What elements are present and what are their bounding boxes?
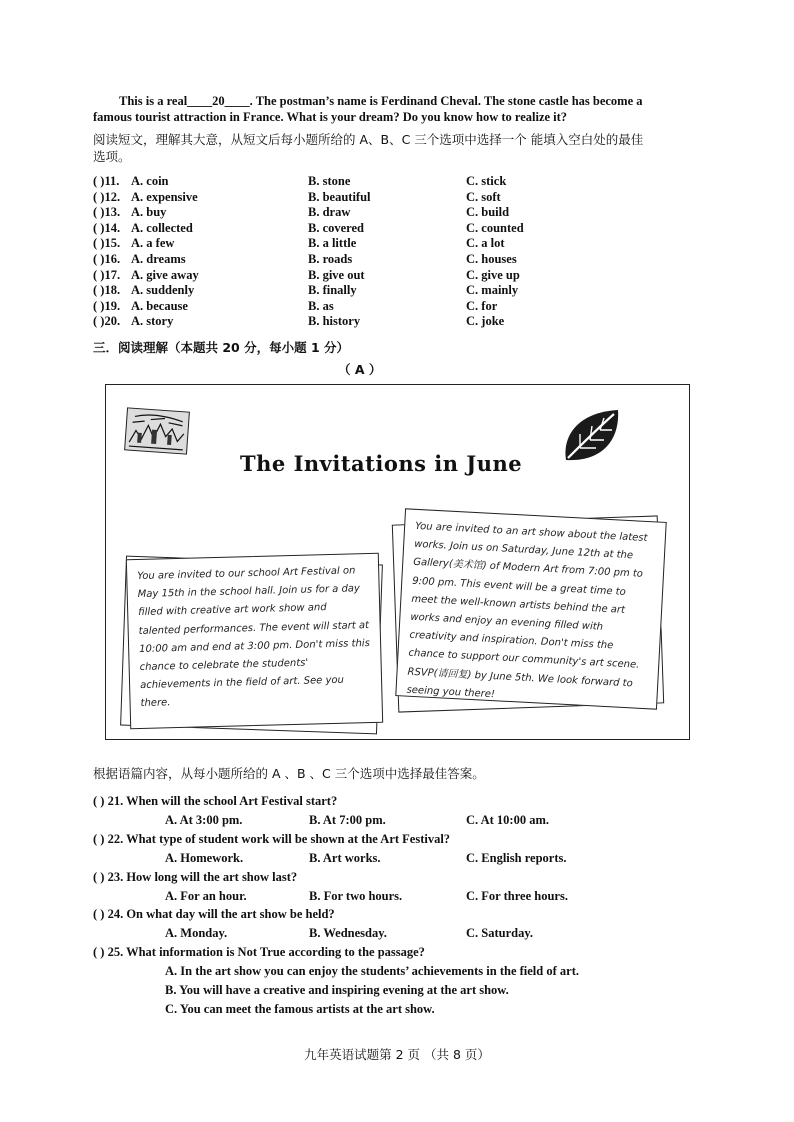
- intro-line-2: famous tourist attraction in France. What is your dream? Do you know how to realize it?: [93, 110, 568, 124]
- invitation-title: The Invitations in June: [240, 451, 523, 476]
- cloze-option-num: ( )14.: [93, 220, 121, 235]
- cloze-option-num: ( )11.: [93, 174, 120, 188]
- cloze-option-b: B. give out: [308, 267, 365, 282]
- cloze-option-row: [93, 190, 713, 206]
- section-3-heading: 三．阅读理解（本题共 20 分，每小题 1 分）: [93, 340, 350, 355]
- question-24: ( ) 24. On what day will the art show be held?: [93, 907, 335, 921]
- question-21: ( ) 21. When will the school Art Festival start?: [93, 794, 338, 808]
- cloze-option-c: C. stick: [466, 174, 507, 188]
- cloze-option-num: ( )15.: [93, 236, 121, 251]
- cloze-option-num: ( )12.: [93, 189, 121, 204]
- question-25: ( ) 25. What information is Not True according to the passage?: [93, 945, 425, 959]
- cloze-option-a: A. expensive: [131, 189, 198, 204]
- cloze-option-b: B. covered: [308, 220, 365, 235]
- intro-line-1: This is a real____20____. The postman’s name is Ferdinand Cheval. The stone castle has become a: [119, 94, 643, 108]
- cloze-option-b: B. as: [308, 298, 334, 313]
- question-23: ( ) 23. How long will the art show last?: [93, 870, 298, 884]
- question-22: ( ) 22. What type of student work will be shown at the Art Festival?: [93, 832, 451, 846]
- answer-option-c: C. Saturday.: [466, 926, 534, 940]
- answer-option-c: C. For three hours.: [466, 889, 568, 903]
- part-a-label: （ A ）: [338, 362, 382, 377]
- answer-options: [165, 851, 725, 867]
- cloze-option-c: C. mainly: [466, 283, 519, 298]
- cloze-option-c: C. joke: [466, 314, 505, 329]
- question-25-option-a: A. In the art show you can enjoy the students’ achievements in the field of art.: [165, 964, 579, 978]
- cloze-option-b: B. stone: [308, 174, 351, 188]
- answer-option-a: A. Monday.: [165, 926, 228, 940]
- cloze-option-c: C. houses: [466, 252, 517, 266]
- answer-options: [165, 813, 725, 829]
- answer-option-a: A. At 3:00 pm.: [165, 813, 243, 827]
- cloze-option-row: [93, 252, 713, 268]
- cloze-option-c: C. a lot: [466, 236, 505, 251]
- cloze-option-num: ( )16.: [93, 252, 121, 266]
- art-show-invitation: You are invited to an art show about the latest works. Join us on Saturday, June 12th at the Gallery(美术馆) of Modern Art from 7:00 pm to 9:00 pm. This event will be a great time to meet the well-known artists behind the art works and enjoy an evening filled with creativity and inspiration. Don't miss the chance to support our community's art scene. RSVP(请回复) by June 5th. We look forward to seeing you there!: [395, 508, 666, 709]
- answer-option-b: B. At 7:00 pm.: [309, 813, 386, 827]
- answer-option-c: C. English reports.: [466, 851, 567, 865]
- cloze-option-c: C. give up: [466, 267, 520, 282]
- reading-instruction: 根据语篇内容，从每小题所给的 A 、B 、C 三个选项中选择最佳答案。: [93, 766, 485, 781]
- cloze-option-a: A. because: [131, 298, 188, 313]
- cloze-option-row: [93, 236, 713, 252]
- answer-option-b: B. For two hours.: [309, 889, 403, 903]
- cloze-option-row: [93, 174, 713, 190]
- cloze-option-c: C. counted: [466, 220, 524, 235]
- cloze-option-row: [93, 221, 713, 237]
- cloze-option-num: ( )13.: [93, 205, 121, 220]
- cloze-option-a: A. dreams: [131, 252, 186, 266]
- cloze-option-a: A. suddenly: [131, 283, 195, 298]
- cloze-instruction-line-2: 选项。: [93, 149, 131, 164]
- page-footer: 九年英语试题第 2 页 （共 8 页）: [304, 1047, 490, 1062]
- answer-options: [165, 926, 725, 942]
- cloze-option-a: A. a few: [131, 236, 175, 251]
- answer-option-a: A. For an hour.: [165, 889, 247, 903]
- answer-option-c: C. At 10:00 am.: [466, 813, 549, 827]
- cloze-option-b: B. history: [308, 314, 361, 329]
- cloze-option-b: B. a little: [308, 236, 357, 251]
- cloze-option-a: A. story: [131, 314, 174, 329]
- city-sketch-image: [124, 404, 190, 456]
- cloze-option-a: A. coin: [131, 174, 169, 188]
- cloze-option-num: ( )19.: [93, 298, 121, 313]
- cloze-option-b: B. roads: [308, 252, 353, 266]
- answer-options: [165, 889, 725, 905]
- cloze-option-a: A. collected: [131, 220, 193, 235]
- leaf-icon: [558, 404, 628, 466]
- question-25-option-c: C. You can meet the famous artists at the art show.: [165, 1002, 435, 1016]
- cloze-instruction-line-1: 阅读短文，理解其大意，从短文后每小题所给的 A、B、C 三个选项中选择一个 能填入空白处的最佳: [93, 132, 644, 147]
- cloze-option-num: ( )17.: [93, 267, 121, 282]
- cloze-option-b: B. beautiful: [308, 189, 371, 204]
- cloze-option-num: ( )18.: [93, 283, 121, 298]
- question-25-option-b: B. You will have a creative and inspiring evening at the art show.: [165, 983, 509, 997]
- cloze-option-num: ( )20.: [93, 314, 121, 329]
- cloze-option-row: [93, 314, 713, 330]
- cloze-option-row: [93, 283, 713, 299]
- cloze-option-a: A. buy: [131, 205, 167, 220]
- cloze-option-b: B. finally: [308, 283, 357, 298]
- school-art-festival-invitation: You are invited to our school Art Festival on May 15th in the school hall. Join us for a day filled with creative art work show and talented performances. The event will start at 10:00 am and end at 3:00 pm. Don't miss this chance to celebrate the students' achievements in the field of art. See you there.: [126, 553, 383, 730]
- cloze-option-c: C. build: [466, 205, 510, 220]
- cloze-option-b: B. draw: [308, 205, 351, 220]
- cloze-option-row: [93, 205, 713, 221]
- cloze-option-c: C. for: [466, 298, 498, 313]
- answer-option-a: A. Homework.: [165, 851, 244, 865]
- answer-option-b: B. Wednesday.: [309, 926, 387, 940]
- answer-option-b: B. Art works.: [309, 851, 381, 865]
- cloze-option-a: A. give away: [131, 267, 199, 282]
- cloze-option-row: [93, 299, 713, 315]
- cloze-option-row: [93, 268, 713, 284]
- cloze-option-c: C. soft: [466, 189, 501, 204]
